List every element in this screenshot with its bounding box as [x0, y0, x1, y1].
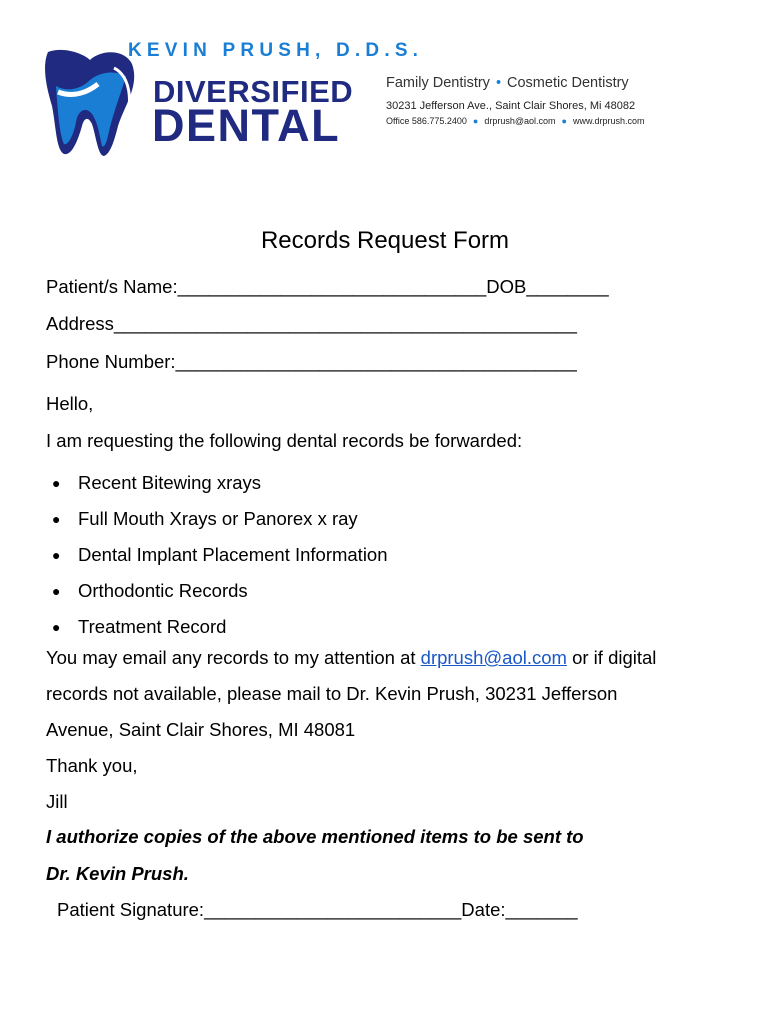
- bullet-icon: ●: [52, 475, 61, 491]
- bullet-icon: ●: [52, 583, 61, 599]
- practice-tagline: [386, 75, 629, 91]
- phone-field[interactable]: Phone Number:_______________________________________: [46, 351, 577, 372]
- brand-name-bottom: DENTAL: [152, 100, 341, 151]
- request-intro: I am requesting the following dental records be forwarded:: [46, 430, 523, 451]
- bullet-dot-icon: ●: [472, 116, 479, 126]
- bullet-icon: ●: [52, 547, 61, 563]
- bullet-icon: ●: [52, 619, 61, 635]
- tooth-logo-icon: [44, 46, 136, 158]
- mail-instructions-line-1: records not available, please mail to Dr. Kevin Prush, 30231 Jefferson: [46, 683, 618, 704]
- email-instructions: You may email any records to my attention at drprush@aol.com or if digital: [46, 647, 657, 668]
- greeting: Hello,: [46, 393, 94, 414]
- form-title: Records Request Form: [260, 227, 510, 254]
- closing-thanks: Thank you,: [46, 755, 138, 776]
- bullet-icon: ●: [52, 511, 61, 527]
- authorization-line-2: Dr. Kevin Prush.: [46, 863, 189, 884]
- signoff-name: Jill: [46, 791, 68, 812]
- header-email[interactable]: drprush@aol.com: [484, 116, 556, 126]
- records-list: [52, 465, 388, 645]
- list-item: ● Orthodontic Records: [52, 580, 248, 601]
- tagline-family: Family Dentistry: [386, 75, 490, 91]
- brand-name-top: DIVERSIFIED: [153, 74, 354, 109]
- mail-instructions-line-2: Avenue, Saint Clair Shores, MI 48081: [46, 719, 356, 740]
- brand-doctor-name: KEVIN PRUSH, D.D.S.: [128, 40, 424, 61]
- office-phone: Office 586.775.2400: [386, 116, 467, 126]
- letterhead: [0, 0, 770, 170]
- list-item: ● Treatment Record: [52, 616, 227, 637]
- authorization-line-1: I authorize copies of the above mentioned items to be sent to: [46, 826, 584, 847]
- patient-name-field[interactable]: Patient/s Name:______________________________DOB________: [46, 276, 609, 297]
- list-item: ● Recent Bitewing xrays: [52, 472, 262, 493]
- bullet-dot-icon: •: [495, 75, 502, 91]
- practice-address: 30231 Jefferson Ave., Saint Clair Shores, Mi 48082: [386, 100, 636, 112]
- header-website[interactable]: www.drprush.com: [572, 116, 645, 126]
- email-link[interactable]: drprush@aol.com: [420, 647, 567, 668]
- bullet-dot-icon: ●: [561, 116, 567, 126]
- practice-contact: [386, 116, 644, 126]
- list-item: ● Dental Implant Placement Information: [52, 544, 388, 565]
- address-field[interactable]: Address_____________________________________________: [46, 313, 577, 334]
- signature-date-field[interactable]: Patient Signature:_________________________Date:_______: [57, 899, 578, 920]
- list-item: ● Full Mouth Xrays or Panorex x ray: [52, 508, 358, 529]
- tagline-cosmetic: Cosmetic Dentistry: [507, 75, 629, 91]
